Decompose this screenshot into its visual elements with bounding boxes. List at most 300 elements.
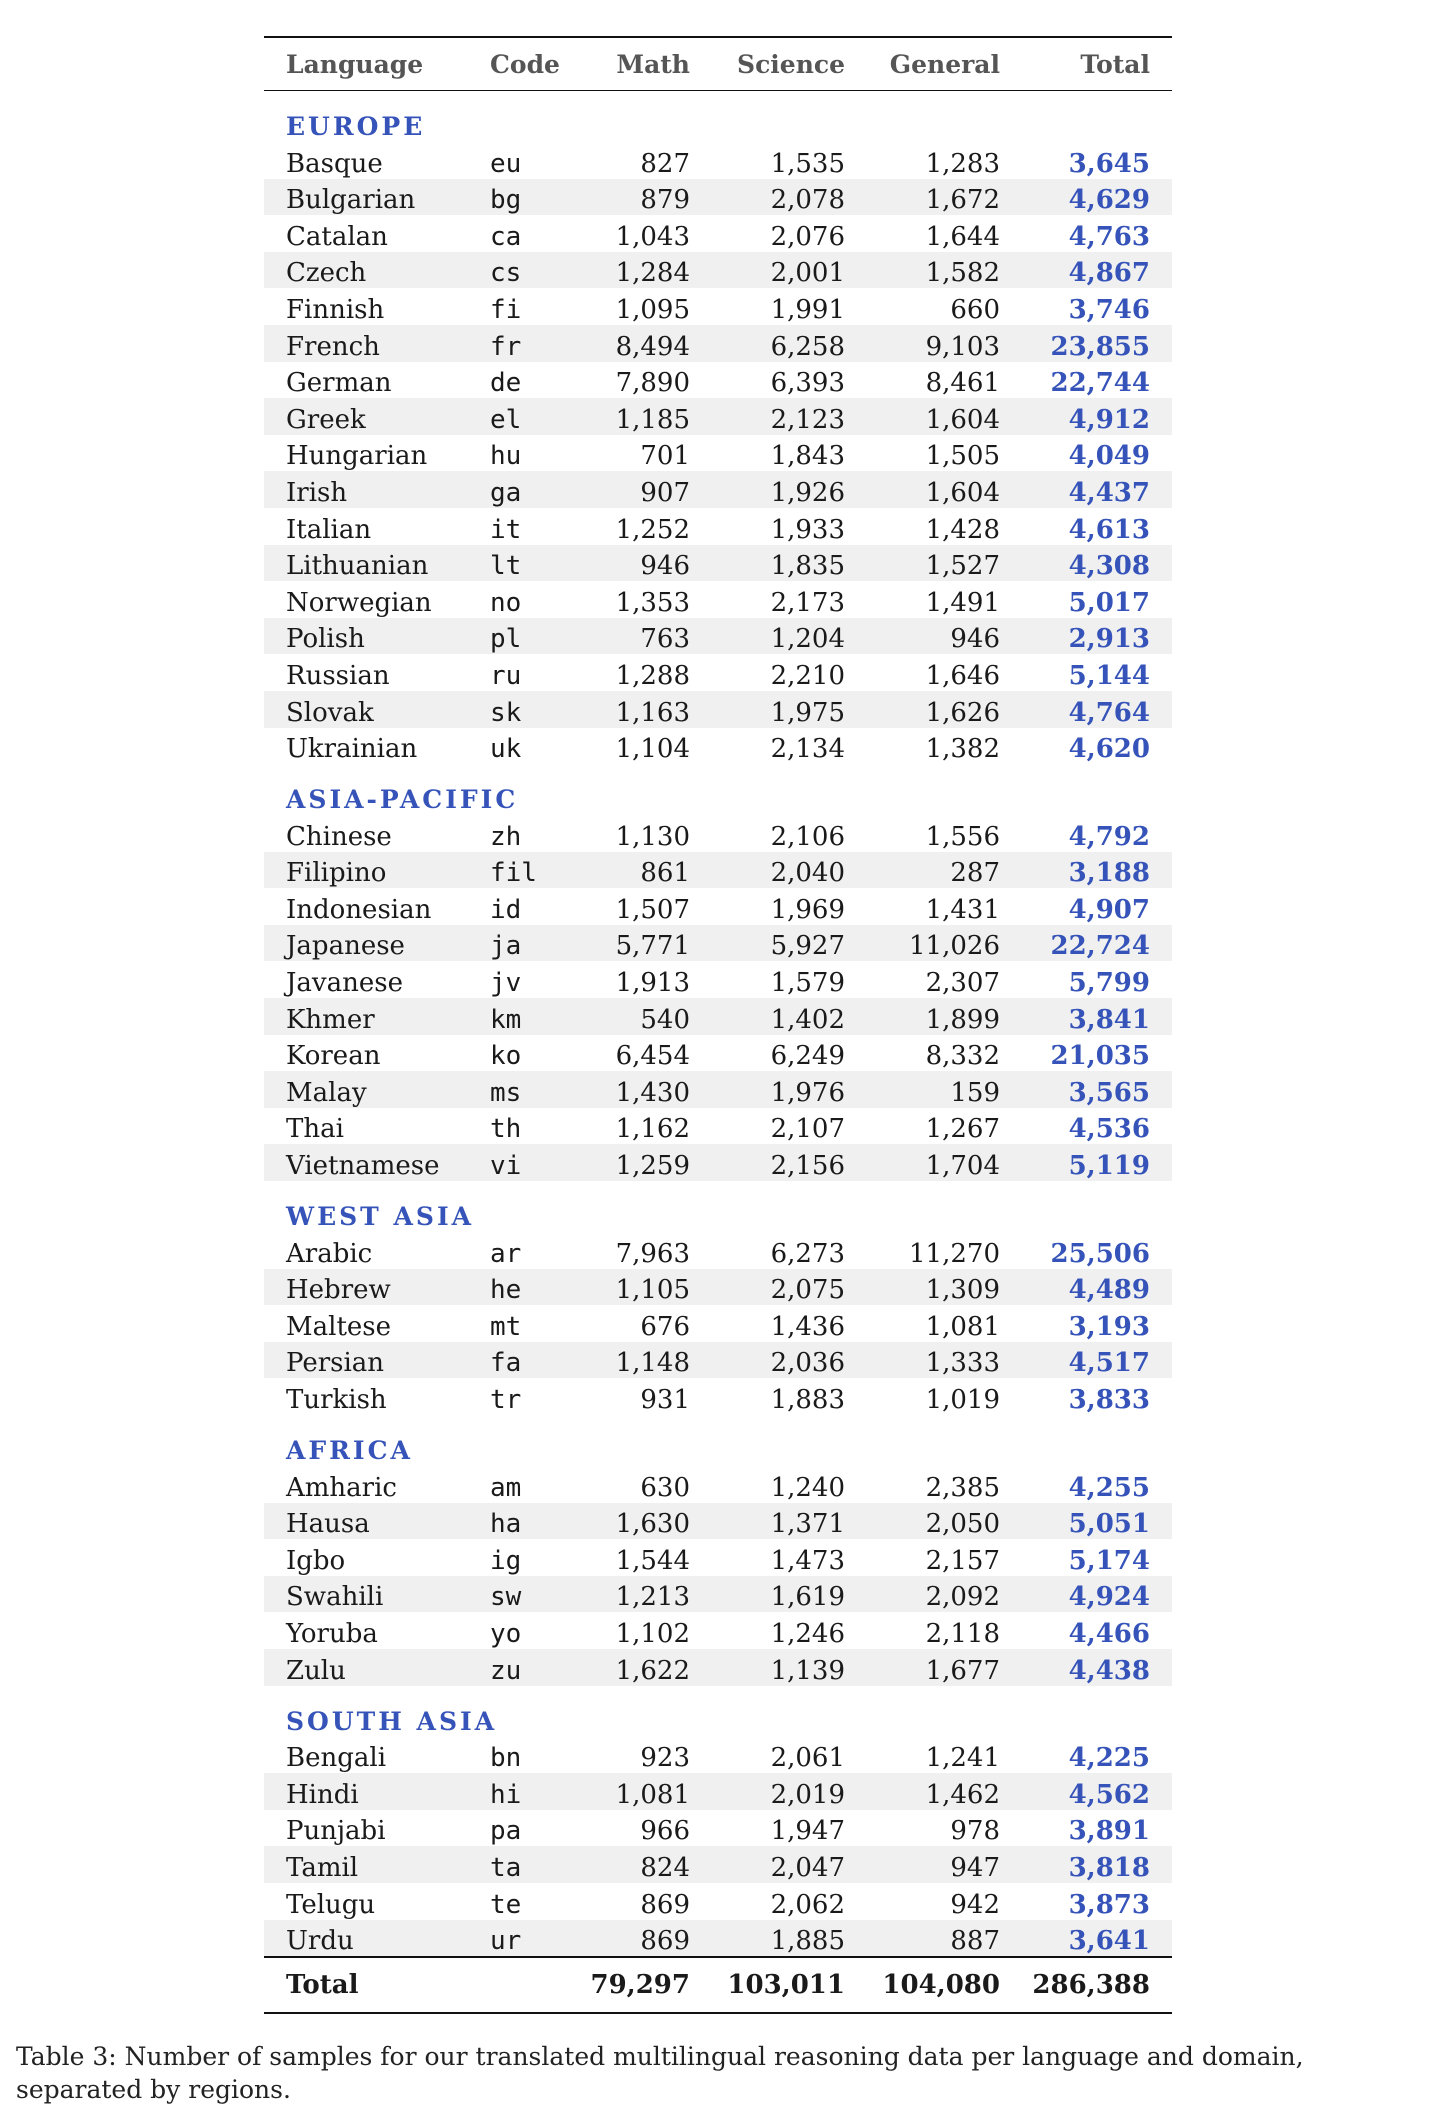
cell-math: 1,104 — [615, 734, 690, 765]
cell-code: jv — [490, 968, 522, 999]
cell-code: fi — [490, 294, 522, 325]
cell-math: 907 — [572, 471, 712, 508]
cell-math: 1,430 — [572, 1071, 712, 1108]
table-row — [264, 1466, 1172, 1503]
cell-total: 5,144 — [1068, 660, 1150, 691]
cell-language: Indonesian — [286, 894, 432, 925]
cell-language: Hausa — [264, 1503, 468, 1540]
cell-code: tr — [490, 1385, 522, 1415]
cell-science: 2,123 — [712, 398, 867, 435]
cell-science: 1,402 — [712, 998, 867, 1035]
cell-math: 1,162 — [615, 1114, 690, 1145]
cell-science: 1,473 — [770, 1545, 845, 1576]
cell-code: de — [490, 368, 522, 399]
cell-language: Japanese — [264, 925, 468, 962]
cell-total: 4,562 — [1022, 1773, 1172, 1810]
cell-total: 3,565 — [1022, 1071, 1172, 1108]
cell-code: sk — [468, 691, 572, 728]
cell-science: 1,991 — [770, 294, 845, 325]
cell-total: 4,792 — [1068, 821, 1150, 852]
cell-code: hu — [490, 441, 522, 472]
header-general: General — [889, 49, 1000, 79]
cell-language: Yoruba — [286, 1618, 378, 1649]
cell-science: 1,579 — [770, 968, 845, 999]
cell-general: 1,677 — [867, 1649, 1022, 1686]
table-footer — [264, 1957, 1172, 2013]
cell-general: 1,283 — [925, 148, 1000, 179]
cell-math: 946 — [572, 545, 712, 582]
region-label: WEST ASIA — [286, 1202, 475, 1232]
cell-general: 1,604 — [867, 398, 1022, 435]
cell-code: cs — [468, 252, 572, 289]
cell-science: 1,371 — [712, 1503, 867, 1540]
cell-code: hi — [468, 1773, 572, 1810]
table-row — [264, 1503, 1172, 1540]
cell-general: 11,270 — [909, 1238, 1000, 1269]
cell-science: 6,273 — [770, 1238, 845, 1269]
cell-code: zu — [468, 1649, 572, 1686]
cell-total: 4,629 — [1022, 179, 1172, 216]
cell-general: 2,307 — [925, 968, 1000, 999]
region-header-row — [264, 1415, 1172, 1466]
cell-math: 923 — [640, 1743, 690, 1774]
cell-science: 2,210 — [770, 660, 845, 691]
table-row — [264, 325, 1172, 362]
table-row — [264, 1378, 1172, 1415]
table-row — [264, 179, 1172, 216]
cell-code: ta — [468, 1846, 572, 1883]
cell-science: 2,075 — [712, 1269, 867, 1306]
cell-math: 7,890 — [615, 368, 690, 399]
cell-language: Chinese — [286, 821, 392, 852]
data-table-container — [264, 36, 1172, 2014]
cell-general: 1,672 — [867, 179, 1022, 216]
cell-code: ha — [468, 1503, 572, 1540]
table-row — [264, 581, 1172, 618]
cell-total: 4,764 — [1022, 691, 1172, 728]
cell-total: 4,517 — [1022, 1342, 1172, 1379]
cell-general: 978 — [950, 1816, 1000, 1847]
table-row — [264, 471, 1172, 508]
cell-math: 540 — [572, 998, 712, 1035]
region-label: AFRICA — [286, 1436, 413, 1465]
table-row — [264, 1144, 1172, 1181]
header-total: Total — [1080, 49, 1150, 79]
header-math: Math — [616, 49, 690, 79]
table-row — [264, 1232, 1172, 1269]
cell-language: Bengali — [286, 1743, 387, 1774]
cell-code: pa — [490, 1816, 522, 1847]
table-row — [264, 925, 1172, 962]
cell-general: 1,704 — [867, 1144, 1022, 1181]
cell-general: 1,491 — [925, 587, 1000, 618]
cell-science: 1,975 — [712, 691, 867, 728]
cell-total: 4,438 — [1022, 1649, 1172, 1686]
cell-total: 3,891 — [1068, 1816, 1150, 1847]
cell-science: 2,001 — [712, 252, 867, 289]
table-row — [264, 1846, 1172, 1883]
cell-math: 869 — [572, 1920, 712, 1958]
table-row — [264, 508, 1172, 545]
cell-code: uk — [490, 734, 522, 765]
cell-math: 1,913 — [615, 968, 690, 999]
cell-language: Slovak — [264, 691, 468, 728]
cell-total: 4,437 — [1022, 471, 1172, 508]
cell-language: Tamil — [264, 1846, 468, 1883]
cell-math: 1,630 — [572, 1503, 712, 1540]
cell-code: te — [490, 1889, 522, 1920]
region-header-row — [264, 764, 1172, 815]
cell-general: 1,428 — [925, 514, 1000, 545]
table-row — [264, 398, 1172, 435]
cell-total: 5,119 — [1022, 1144, 1172, 1181]
cell-total: 3,188 — [1022, 852, 1172, 889]
cell-math: 966 — [640, 1816, 690, 1847]
table-row — [264, 815, 1172, 852]
cell-science: 1,835 — [712, 545, 867, 582]
cell-total: 3,641 — [1022, 1920, 1172, 1958]
totals-math: 79,297 — [590, 1970, 690, 2001]
cell-general: 1,604 — [867, 471, 1022, 508]
cell-science: 6,393 — [770, 368, 845, 399]
cell-code: yo — [490, 1618, 522, 1649]
cell-language: Hungarian — [286, 441, 428, 472]
cell-math: 827 — [640, 148, 690, 179]
table-row — [264, 1649, 1172, 1686]
cell-math: 1,163 — [572, 691, 712, 728]
cell-total: 5,051 — [1022, 1503, 1172, 1540]
cell-general: 2,050 — [867, 1503, 1022, 1540]
cell-general: 1,241 — [925, 1743, 1000, 1774]
cell-language: Arabic — [286, 1238, 373, 1269]
cell-language: Filipino — [264, 852, 468, 889]
table-row — [264, 691, 1172, 728]
table-row — [264, 1269, 1172, 1306]
cell-general: 1,582 — [867, 252, 1022, 289]
cell-total: 25,506 — [1050, 1238, 1150, 1269]
cell-general: 1,626 — [867, 691, 1022, 728]
table-row — [264, 1342, 1172, 1379]
table-row — [264, 252, 1172, 289]
cell-science: 1,843 — [770, 441, 845, 472]
table-row — [264, 1071, 1172, 1108]
cell-total: 5,174 — [1068, 1545, 1150, 1576]
cell-math: 630 — [640, 1472, 690, 1503]
table-row — [264, 852, 1172, 889]
cell-code: fr — [468, 325, 572, 362]
cell-general: 1,267 — [925, 1114, 1000, 1145]
cell-math: 1,213 — [572, 1576, 712, 1613]
cell-total: 4,912 — [1022, 398, 1172, 435]
header-science: Science — [737, 49, 845, 79]
cell-code: it — [490, 514, 522, 545]
cell-language: Igbo — [286, 1545, 346, 1576]
cell-general: 946 — [867, 618, 1022, 655]
cell-math: 1,284 — [572, 252, 712, 289]
cell-total: 4,907 — [1068, 894, 1150, 925]
cell-code: no — [490, 587, 522, 618]
cell-language: Irish — [264, 471, 468, 508]
cell-total: 4,466 — [1068, 1618, 1150, 1649]
cell-total: 22,744 — [1050, 368, 1150, 399]
cell-math: 1,148 — [572, 1342, 712, 1379]
cell-code: el — [468, 398, 572, 435]
cell-science: 2,040 — [712, 852, 867, 889]
cell-science: 2,078 — [712, 179, 867, 216]
cell-science: 6,258 — [712, 325, 867, 362]
cell-code: ja — [468, 925, 572, 962]
cell-general: 1,646 — [925, 660, 1000, 691]
cell-science: 1,246 — [770, 1618, 845, 1649]
cell-code: ig — [490, 1545, 522, 1576]
table-row — [264, 961, 1172, 998]
cell-total: 3,193 — [1068, 1311, 1150, 1342]
cell-total: 4,255 — [1068, 1472, 1150, 1503]
cell-language: Hebrew — [264, 1269, 468, 1306]
cell-math: 1,259 — [572, 1144, 712, 1181]
cell-language: Lithuanian — [264, 545, 468, 582]
cell-total: 3,833 — [1068, 1385, 1150, 1415]
table-row — [264, 998, 1172, 1035]
cell-science: 1,619 — [712, 1576, 867, 1613]
cell-code: eu — [490, 148, 522, 179]
table-caption: Table 3: Number of samples for our translated multilingual reasoning data per language and domain, separated by regions. — [16, 2042, 1304, 2104]
cell-science: 2,036 — [712, 1342, 867, 1379]
cell-general: 1,431 — [925, 894, 1000, 925]
cell-language: Hindi — [264, 1773, 468, 1810]
cell-general: 1,527 — [867, 545, 1022, 582]
cell-science: 2,173 — [770, 587, 845, 618]
cell-language: Finnish — [286, 294, 385, 325]
cell-science: 1,204 — [712, 618, 867, 655]
cell-general: 1,382 — [925, 734, 1000, 765]
cell-total: 4,613 — [1068, 514, 1150, 545]
cell-science: 2,107 — [770, 1114, 845, 1145]
cell-language: Malay — [264, 1071, 468, 1108]
cell-code: ms — [468, 1071, 572, 1108]
cell-language: Greek — [264, 398, 468, 435]
cell-general: 1,899 — [867, 998, 1022, 1035]
cell-math: 5,771 — [572, 925, 712, 962]
table-row — [264, 362, 1172, 399]
cell-science: 1,926 — [712, 471, 867, 508]
cell-general: 8,332 — [925, 1041, 1000, 1072]
cell-language: Ukrainian — [286, 734, 418, 765]
cell-general: 287 — [867, 852, 1022, 889]
cell-code: lt — [468, 545, 572, 582]
cell-total: 5,799 — [1068, 968, 1150, 999]
cell-science: 1,883 — [770, 1385, 845, 1415]
header-language: Language — [286, 49, 424, 79]
cell-science: 1,933 — [770, 514, 845, 545]
table-row — [264, 288, 1172, 325]
cell-language: Punjabi — [286, 1816, 386, 1847]
cell-science: 2,076 — [770, 221, 845, 252]
cell-language: Amharic — [286, 1472, 397, 1503]
cell-general: 1,019 — [925, 1385, 1000, 1415]
cell-math: 1,095 — [615, 294, 690, 325]
cell-total: 23,855 — [1022, 325, 1172, 362]
totals-science: 103,011 — [727, 1970, 845, 2001]
cell-code: ar — [490, 1238, 522, 1269]
cell-language: Zulu — [264, 1649, 468, 1686]
cell-code: fil — [468, 852, 572, 889]
table-row — [264, 1035, 1172, 1072]
cell-general: 9,103 — [867, 325, 1022, 362]
cell-general: 1,081 — [925, 1311, 1000, 1342]
samples-table — [264, 36, 1172, 2014]
table-row — [264, 1108, 1172, 1145]
cell-code: pl — [468, 618, 572, 655]
region-label: SOUTH ASIA — [286, 1706, 498, 1736]
cell-science: 6,249 — [770, 1041, 845, 1072]
cell-code: ca — [490, 221, 522, 252]
cell-science: 1,885 — [712, 1920, 867, 1958]
cell-math: 7,963 — [615, 1238, 690, 1269]
cell-language: Telugu — [286, 1889, 376, 1920]
cell-language: Turkish — [286, 1385, 387, 1415]
cell-general: 1,644 — [925, 221, 1000, 252]
region-header-row — [264, 1181, 1172, 1232]
cell-general: 2,092 — [867, 1576, 1022, 1613]
cell-language: Czech — [264, 252, 468, 289]
cell-total: 4,489 — [1022, 1269, 1172, 1306]
region-header-row — [264, 91, 1172, 143]
cell-total: 5,017 — [1068, 587, 1150, 618]
totals-general: 104,080 — [882, 1970, 1000, 2001]
cell-language: French — [264, 325, 468, 362]
cell-math: 824 — [572, 1846, 712, 1883]
totals-label: Total — [286, 1970, 359, 2001]
cell-code: id — [490, 894, 522, 925]
cell-language: Vietnamese — [264, 1144, 468, 1181]
cell-science: 2,047 — [712, 1846, 867, 1883]
cell-total: 3,645 — [1068, 148, 1150, 179]
cell-language: Russian — [286, 660, 390, 691]
cell-general: 159 — [867, 1071, 1022, 1108]
cell-code: th — [490, 1114, 522, 1145]
cell-code: bn — [490, 1743, 522, 1774]
table-row — [264, 1612, 1172, 1649]
cell-code: ga — [468, 471, 572, 508]
cell-math: 861 — [572, 852, 712, 889]
cell-general: 947 — [867, 1846, 1022, 1883]
cell-science: 1,139 — [712, 1649, 867, 1686]
totals-total: 286,388 — [1032, 1970, 1150, 2001]
cell-general: 2,385 — [925, 1472, 1000, 1503]
cell-general: 660 — [950, 294, 1000, 325]
cell-code: fa — [468, 1342, 572, 1379]
cell-math: 1,043 — [615, 221, 690, 252]
table-row — [264, 1920, 1172, 1958]
cell-general: 11,026 — [867, 925, 1022, 962]
cell-math: 763 — [572, 618, 712, 655]
cell-total: 4,049 — [1068, 441, 1150, 472]
cell-total: 3,841 — [1022, 998, 1172, 1035]
cell-math: 931 — [640, 1385, 690, 1415]
cell-general: 8,461 — [925, 368, 1000, 399]
table-row — [264, 215, 1172, 252]
cell-general: 1,309 — [867, 1269, 1022, 1306]
cell-general: 1,333 — [867, 1342, 1022, 1379]
cell-science: 2,134 — [770, 734, 845, 765]
region-header-row — [264, 1686, 1172, 1737]
cell-language: Korean — [286, 1041, 381, 1072]
cell-math: 1,105 — [572, 1269, 712, 1306]
region-label: ASIA-PACIFIC — [286, 785, 519, 815]
cell-code: am — [490, 1472, 522, 1503]
cell-math: 1,544 — [615, 1545, 690, 1576]
cell-language: Javanese — [286, 968, 403, 999]
cell-math: 676 — [640, 1311, 690, 1342]
cell-total: 4,763 — [1068, 221, 1150, 252]
cell-science: 2,019 — [712, 1773, 867, 1810]
cell-math: 8,494 — [572, 325, 712, 362]
cell-code: ru — [490, 660, 522, 691]
cell-math: 1,507 — [615, 894, 690, 925]
cell-total: 3,873 — [1068, 1889, 1150, 1920]
cell-general: 2,118 — [925, 1618, 1000, 1649]
cell-total: 4,924 — [1022, 1576, 1172, 1613]
header-code: Code — [490, 49, 560, 79]
cell-total: 22,724 — [1022, 925, 1172, 962]
table-row — [264, 545, 1172, 582]
cell-language: Maltese — [286, 1311, 392, 1342]
cell-science: 1,535 — [770, 148, 845, 179]
cell-language: Swahili — [264, 1576, 468, 1613]
cell-code: bg — [468, 179, 572, 216]
cell-science: 1,976 — [712, 1071, 867, 1108]
cell-math: 6,454 — [615, 1041, 690, 1072]
table-row — [264, 1810, 1172, 1847]
table-row — [264, 1773, 1172, 1810]
cell-code: zh — [490, 821, 522, 852]
cell-language: Persian — [264, 1342, 468, 1379]
cell-math: 1,102 — [615, 1618, 690, 1649]
header-row — [264, 37, 1172, 91]
table-row — [264, 1539, 1172, 1576]
table-row — [264, 654, 1172, 691]
cell-language: Urdu — [264, 1920, 468, 1958]
cell-language: Italian — [286, 514, 372, 545]
cell-math: 1,081 — [572, 1773, 712, 1810]
cell-math: 1,353 — [615, 587, 690, 618]
cell-total: 4,308 — [1022, 545, 1172, 582]
cell-language: Thai — [286, 1114, 344, 1145]
cell-math: 1,252 — [615, 514, 690, 545]
cell-science: 2,156 — [712, 1144, 867, 1181]
cell-code: he — [468, 1269, 572, 1306]
region-label: EUROPE — [286, 112, 426, 141]
cell-total: 4,867 — [1022, 252, 1172, 289]
table-row — [264, 142, 1172, 179]
cell-general: 1,556 — [925, 821, 1000, 852]
cell-science: 2,061 — [770, 1743, 845, 1774]
cell-math: 1,130 — [615, 821, 690, 852]
cell-code: sw — [468, 1576, 572, 1613]
cell-code: vi — [468, 1144, 572, 1181]
cell-math: 1,622 — [572, 1649, 712, 1686]
table-row — [264, 618, 1172, 655]
cell-language: Khmer — [264, 998, 468, 1035]
cell-science: 1,436 — [770, 1311, 845, 1342]
cell-science: 2,062 — [770, 1889, 845, 1920]
cell-language: Norwegian — [286, 587, 432, 618]
cell-total: 4,536 — [1068, 1114, 1150, 1145]
cell-language: Polish — [264, 618, 468, 655]
cell-science: 1,240 — [770, 1472, 845, 1503]
table-row — [264, 1305, 1172, 1342]
